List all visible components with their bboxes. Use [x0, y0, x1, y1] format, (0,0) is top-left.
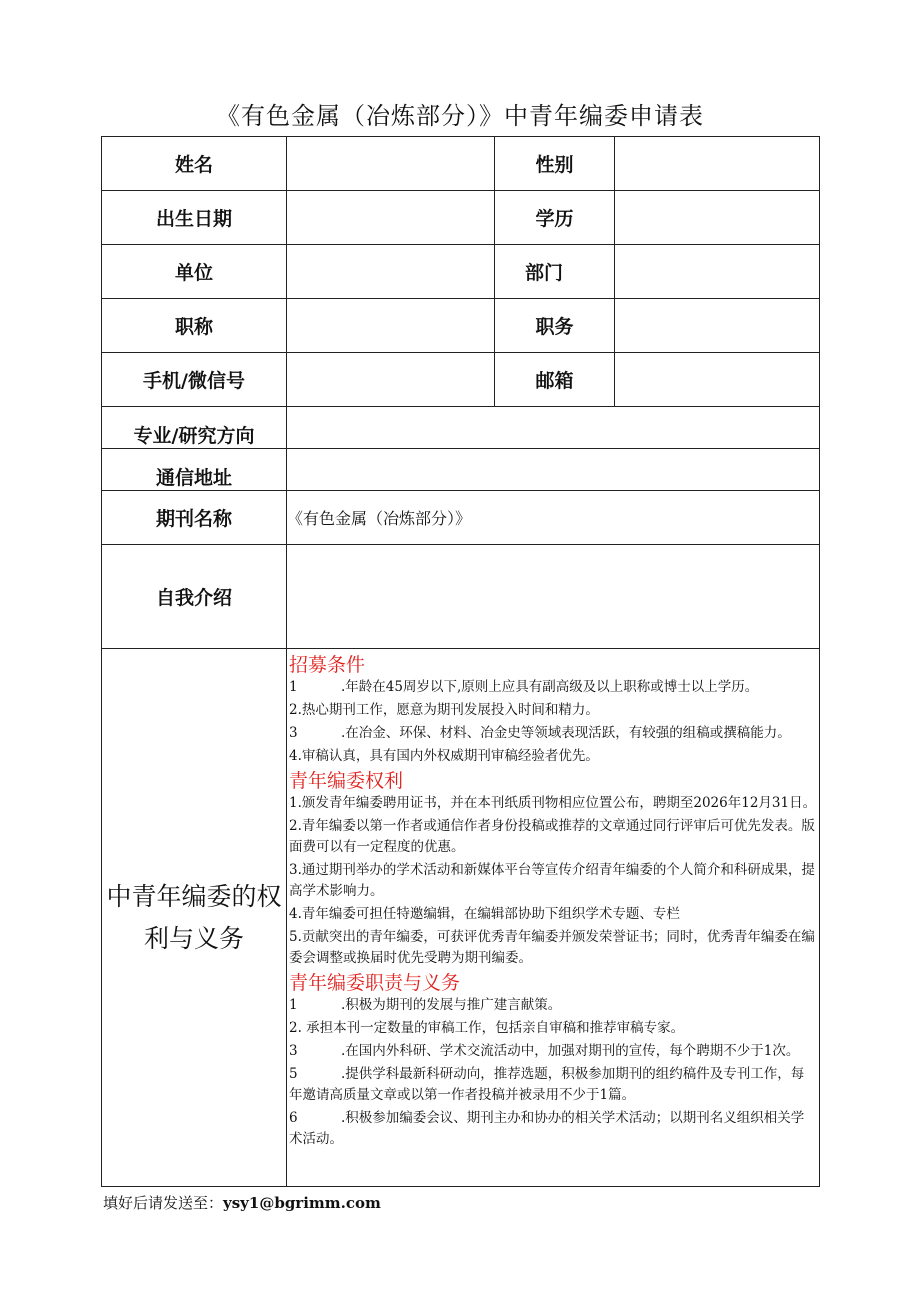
table-row	[102, 137, 820, 191]
list-item: 4.审稿认真，具有国内外权威期刊审稿经验者优先。	[289, 748, 599, 764]
phone-wechat-label: 手机/微信号	[102, 353, 287, 407]
application-form-table	[101, 136, 820, 1187]
rights-list	[289, 793, 817, 969]
contact-email-link[interactable]: ysy1@bgrimm.com	[223, 1194, 381, 1212]
list-item: 1 .积极为期刊的发展与推广建言献策。	[289, 997, 562, 1013]
gender-label: 性别	[495, 137, 615, 191]
table-row	[102, 353, 820, 407]
table-row	[102, 491, 820, 545]
recruit-list	[289, 677, 817, 767]
list-item: 3.通过期刊举办的学术活动和新媒体平台等宣传介绍青年编委的个人简介和科研成果，提高学术影响力。	[289, 862, 815, 899]
table-row	[102, 649, 820, 1187]
rights-duties-content	[287, 649, 820, 1187]
table-row	[102, 245, 820, 299]
list-item: 1.颁发青年编委聘用证书，并在本刊纸质刊物相应位置公布，聘期至2026年12月31日。	[289, 795, 817, 811]
list-item: 3 .在国内外科研、学术交流活动中，加强对期刊的宣传，每个聘期不少于1次。	[289, 1043, 800, 1059]
birth-date-label: 出生日期	[102, 191, 287, 245]
footer-prefix: 填好后请发送至：	[103, 1194, 224, 1212]
list-item: 2. 承担本刊一定数量的审稿工作，包括亲自审稿和推荐审稿专家。	[289, 1020, 685, 1036]
email-field[interactable]	[615, 353, 820, 407]
major-field[interactable]	[287, 407, 820, 449]
address-label: 通信地址	[102, 449, 287, 491]
list-item: 6 .积极参加编委会议、期刊主办和协办的相关学术活动；以期刊名义组织相关学术活动。	[289, 1110, 805, 1147]
table-row	[102, 449, 820, 491]
table-row	[102, 191, 820, 245]
department-field[interactable]	[615, 245, 820, 299]
footer-note	[103, 1192, 381, 1213]
list-item: 2.青年编委以第一作者或通信作者身份投稿或推荐的文章通过同行评审后可优先发表。版面费可以有一定程度的优惠。	[289, 818, 815, 855]
department-label: 部门	[495, 245, 615, 299]
journal-value: 《有色金属（冶炼部分）》	[287, 491, 820, 545]
email-label: 邮箱	[495, 353, 615, 407]
list-item: 3 .在冶金、环保、材料、冶金史等领域表现活跃，有较强的组稿或撰稿能力。	[289, 725, 791, 741]
education-field[interactable]	[615, 191, 820, 245]
major-label: 专业/研究方向	[102, 407, 287, 449]
duties-heading: 青年编委职责与义务	[289, 972, 461, 994]
phone-wechat-field[interactable]	[287, 353, 495, 407]
unit-field[interactable]	[287, 245, 495, 299]
recruit-heading: 招募条件	[289, 654, 366, 676]
self-intro-label: 自我介绍	[102, 545, 287, 649]
birth-date-field[interactable]	[287, 191, 495, 245]
unit-label: 单位	[102, 245, 287, 299]
address-field[interactable]	[287, 449, 820, 491]
name-field[interactable]	[287, 137, 495, 191]
list-item: 5.贡献突出的青年编委，可获评优秀青年编委并颁发荣誉证书；同时，优秀青年编委在编委会调整或换届时优先受聘为期刊编委。	[289, 929, 815, 966]
list-item: 1 .年龄在45周岁以下,原则上应具有副高级及以上职称或博士以上学历。	[289, 679, 759, 695]
table-row	[102, 299, 820, 353]
list-item: 4.青年编委可担任特邀编辑，在编辑部协助下组织学术专题、专栏	[289, 906, 680, 922]
name-label: 姓名	[102, 137, 287, 191]
rights-duties-label: 中青年编委的权利与义务	[102, 649, 287, 1187]
self-intro-field[interactable]	[287, 545, 820, 649]
journal-label: 期刊名称	[102, 491, 287, 545]
job-title-label: 职称	[102, 299, 287, 353]
position-label: 职务	[495, 299, 615, 353]
table-row	[102, 545, 820, 649]
job-title-field[interactable]	[287, 299, 495, 353]
gender-field[interactable]	[615, 137, 820, 191]
list-item: 5 .提供学科最新科研动向，推荐选题，积极参加期刊的组约稿件及专刊工作，每年邀请高质量文章或以第一作者投稿并被录用不少于1篇。	[289, 1066, 805, 1103]
position-field[interactable]	[615, 299, 820, 353]
duties-list	[289, 995, 817, 1150]
list-item: 2.热心期刊工作，愿意为期刊发展投入时间和精力。	[289, 702, 599, 718]
education-label: 学历	[495, 191, 615, 245]
page-title: 《有色金属（冶炼部分）》中青年编委申请表	[216, 102, 704, 130]
rights-heading: 青年编委权利	[289, 770, 404, 792]
table-row	[102, 407, 820, 449]
